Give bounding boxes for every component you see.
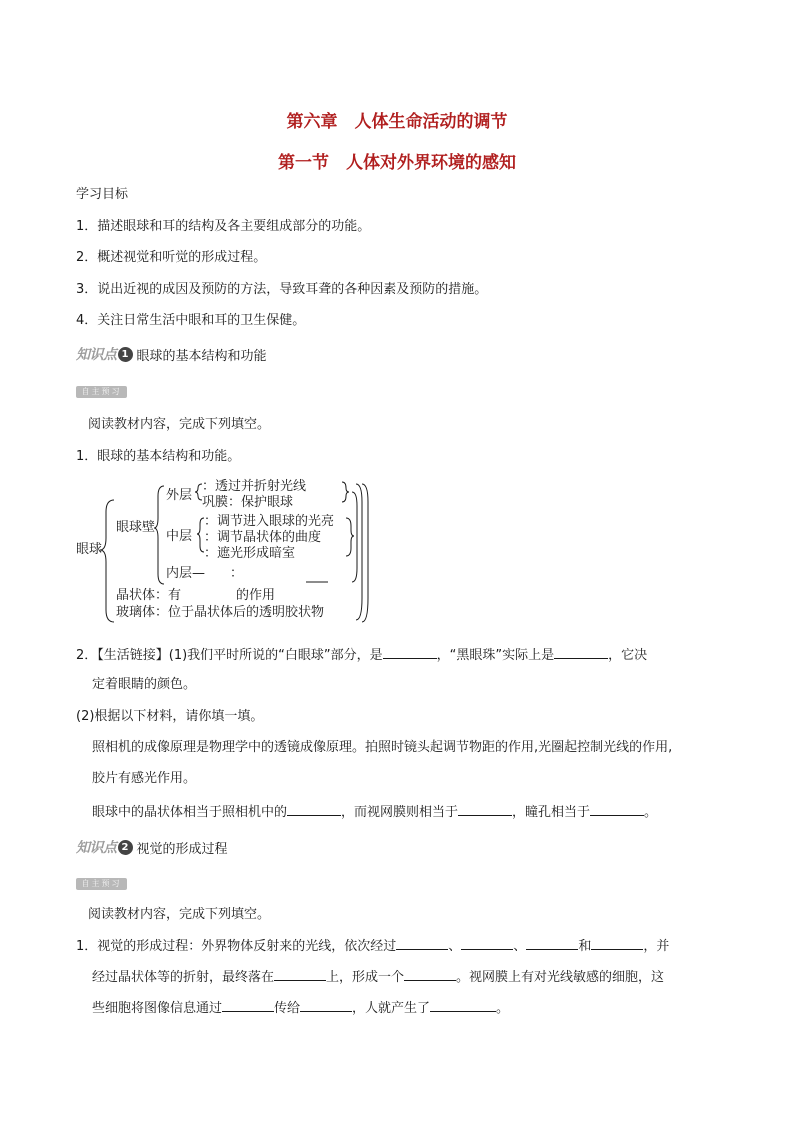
knowledge-point-title: 视觉的形成过程 <box>136 841 228 857</box>
vision-text: 经过晶状体等的折射，最终落在 <box>92 970 275 985</box>
knowledge-point-1 <box>76 343 267 365</box>
knowledge-point-label: 知识点 <box>76 347 117 363</box>
separator: 、 <box>513 939 527 954</box>
objective-item-2: 2．概述视觉和听觉的形成过程。 <box>76 250 267 265</box>
objective-item-4: 4．关注日常生活中眼和耳的卫生保健。 <box>76 313 306 328</box>
eyeball-label: 眼球 <box>76 542 103 557</box>
number-badge-icon: 2 <box>118 840 133 855</box>
knowledge-point-label: 知识点 <box>76 840 117 856</box>
blank-image[interactable] <box>404 967 456 981</box>
blank-white-eyeball[interactable] <box>383 645 437 659</box>
middle-layer-ciliary: ：调节晶状体的曲度 <box>204 530 322 545</box>
outer-layer-label: 外层 <box>166 488 193 503</box>
blank-aqueous[interactable] <box>461 936 513 950</box>
reading-instruction: 阅读教材内容，完成下列填空。 <box>88 417 271 432</box>
blank-pupil[interactable] <box>590 802 644 816</box>
question-2 <box>76 645 647 665</box>
vision-text: 。视网膜上有对光线敏感的细胞，这 <box>456 970 665 985</box>
question-2-text-a: 2．【生活链接】(1)我们平时所说的“白眼球”部分，是 <box>76 648 383 663</box>
blank-optic-nerve[interactable] <box>222 998 274 1012</box>
vision-question-line-2 <box>92 967 664 987</box>
vitreous-label: 玻璃体：位于晶状体后的透明胶状物 <box>116 605 325 620</box>
vision-text: ，并 <box>643 939 670 954</box>
inner-layer-colon: ： <box>230 566 244 581</box>
lens-function: 的作用 <box>236 588 276 603</box>
blank-retina[interactable] <box>458 802 512 816</box>
knowledge-point-2 <box>76 836 228 858</box>
outer-layer-sclera: 巩膜：保护眼球 <box>202 495 294 510</box>
reading-instruction: 阅读教材内容，完成下列填空。 <box>88 907 271 922</box>
vision-text: 和 <box>578 939 592 954</box>
blank-lens[interactable] <box>287 802 341 816</box>
vision-text: 传给 <box>274 1001 301 1016</box>
vision-text: ，人就产生了 <box>352 1001 431 1016</box>
camera-fill-text-d: 。 <box>644 805 658 820</box>
vision-text: 1．视觉的形成过程：外界物体反射来的光线，依次经过 <box>76 939 397 954</box>
middle-layer-label: 中层 <box>166 529 193 544</box>
question-2-text-c: ，它决 <box>608 648 648 663</box>
separator: 、 <box>448 939 462 954</box>
preview-tag: 自主预习 <box>76 386 127 398</box>
chapter-title: 第六章 人体生命活动的调节 <box>286 112 508 132</box>
question-2-text-b: ，“黑眼珠”实际上是 <box>436 648 555 663</box>
vision-question-line-3 <box>92 998 509 1018</box>
camera-fill-text-c: ，瞳孔相当于 <box>512 805 591 820</box>
number-badge-icon: 1 <box>118 347 133 362</box>
objective-item-1: 1．描述眼球和耳的结构及各主要组成部分的功能。 <box>76 219 371 234</box>
blank-lens-2[interactable] <box>591 936 643 950</box>
camera-fill-text-a: 眼球中的晶状体相当于照相机中的 <box>92 805 288 820</box>
camera-fill-line <box>92 802 657 822</box>
question-2-continued: 定着眼睛的颜色。 <box>92 677 197 692</box>
blank-vision[interactable] <box>430 998 496 1012</box>
material-line-1: 照相机的成像原理是物理学中的透镜成像原理。拍照时镜头起调节物距的作用,光圈起控制光线的作用, <box>92 740 673 755</box>
blank-cornea[interactable] <box>396 936 448 950</box>
knowledge-point-title: 眼球的基本结构和功能 <box>136 348 267 364</box>
eyeball-wall-label: 眼球壁 <box>116 520 156 535</box>
middle-layer-iris: ：调节进入眼球的光亮 <box>204 514 335 529</box>
blank-pupil-2[interactable] <box>526 936 578 950</box>
vision-text: 。 <box>496 1001 510 1016</box>
eyeball-structure-diagram <box>76 478 376 626</box>
vision-text: 上，形成一个 <box>326 970 405 985</box>
blank-black-eyeball[interactable] <box>554 645 608 659</box>
outer-layer-cornea: ：透过并折射光线 <box>202 479 307 494</box>
middle-layer-choroid: ：遮光形成暗室 <box>204 546 296 561</box>
objectives-heading: 学习目标 <box>76 187 129 202</box>
vision-text: 些细胞将图像信息通过 <box>92 1001 223 1016</box>
camera-fill-text-b: ，而视网膜则相当于 <box>341 805 459 820</box>
lens-label: 晶状体：有 <box>116 588 182 603</box>
question-2-part-2: (2)根据以下材料，请你填一填。 <box>76 709 264 724</box>
inner-layer-label: 内层— <box>166 566 206 581</box>
objective-item-3: 3．说出近视的成因及预防的方法，导致耳聋的各种因素及预防的措施。 <box>76 282 488 297</box>
blank-visual-center[interactable] <box>300 998 352 1012</box>
section-title: 第一节 人体对外界环境的感知 <box>278 153 516 173</box>
preview-tag: 自主预习 <box>76 878 127 890</box>
vision-question-line-1 <box>76 936 669 956</box>
material-line-2: 胶片有感光作用。 <box>92 771 197 786</box>
blank-retina-2[interactable] <box>274 967 326 981</box>
question-1: 1．眼球的基本结构和功能。 <box>76 449 241 464</box>
